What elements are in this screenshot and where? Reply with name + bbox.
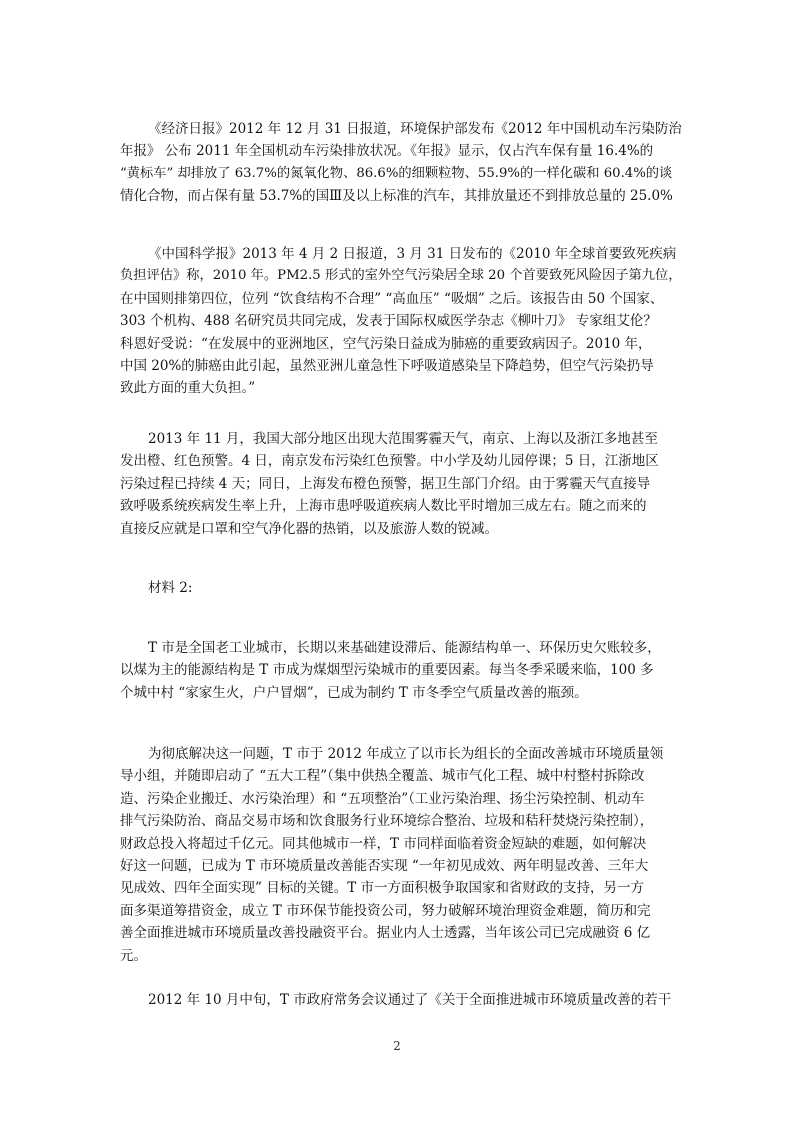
text-line: 个城中村 “家家生火，户户冒烟”，已成为制约 T 市冬季空气质量改善的瓶颈。: [120, 684, 588, 701]
paragraph-government-meeting: [120, 989, 682, 1011]
text-line: 在中国则排第四位，位列 “饮食结构不合理” “高血压” “吸烟” 之后。该报告由 50 个国家、: [120, 290, 664, 307]
text-line: 《中国科学报》2013 年 4 月 2 日报道，3 月 31 日发布的《2010 年全球首要致死疾病: [148, 246, 677, 262]
text-line: 面多渠道筹措资金，成立 T 市环保节能投资公司，努力破解环境治理资金难题，简历和完: [120, 902, 651, 919]
paragraph-t-city-background: [120, 637, 682, 704]
text-line: 导小组，并随即启动了 “五大工程”（集中供热全覆盖、城市气化工程、城中村整村拆除改: [120, 768, 645, 785]
text-line: 2013 年 11 月，我国大部分地区出现大范围雾霾天气，南京、上海以及浙江多地甚至: [148, 431, 658, 447]
text-line: 排气污染防治、商品交易市场和饮食服务行业环境综合整治、垃圾和秸秆焚烧污染控制），: [120, 813, 654, 830]
text-line: 好这一问题，已成为 T 市环境质量改善能否实现 “一年初见成效、两年明显改善、三年大: [120, 858, 649, 875]
text-line: 为彻底解决这一问题，T 市于 2012 年成立了以市长为组长的全面改善城市环境质量领: [148, 746, 664, 762]
text-line: 污染过程已持续 4 天；同日，上海发布橙色预警，据卫生部门介绍。由于雾霾天气直接导: [120, 475, 651, 492]
text-line: T 市是全国老工业城市，长期以来基础建设滞后、能源结构单一、环保历史欠账较多，: [148, 640, 661, 656]
text-line: 直接反应就是口罩和空气净化器的热销，以及旅游人数的锐减。: [120, 520, 498, 537]
section-heading-material-2: [120, 577, 682, 599]
text-line: 见成效、四年全面实现” 目标的关键。T 市一方面积极争取国家和省财政的支持，另一方: [120, 880, 644, 897]
text-line: “黄标车” 却排放了 63.7%的氮氧化物、86.6%的细颗粒物、55.9%的一样化碳和 60.4%的谈: [120, 165, 673, 181]
text-line: 财政总投入将超过千亿元。同其他城市一样，T 市同样面临着资金短缺的难题，如何解决: [120, 835, 647, 852]
paragraph-t-city-measures: [120, 743, 682, 967]
page-number: 2: [393, 1039, 401, 1053]
text-line: 《经济日报》2012 年 12 月 31 日报道，环境保护部发布《2012 年中国机动车污染防治: [148, 121, 682, 137]
paragraph-haze-2013: [120, 428, 682, 540]
text-line: 年报》 公布 2011 年全国机动车污染排放状况。《年报》显示，仅占汽车保有量 16.4%的: [120, 143, 654, 160]
text-line: 以煤为主的能源结构是 T 市成为煤烟型污染城市的重要因素。每当冬季采暖来临，100 多: [120, 662, 654, 679]
text-line: 材料 2:: [148, 580, 193, 596]
text-line: 元。: [120, 947, 147, 964]
text-line: 负担评估》称，2010 年。PM2.5 形式的室外空气污染居全球 20 个首要致死风险因子第九位，: [120, 268, 682, 284]
text-line: 致此方面的重大负担。”: [120, 380, 256, 397]
text-line: 善全面推进城市环境质量改善投融资平台。据业内人士透露，当年该公司已完成融资 6 亿: [120, 925, 651, 942]
paragraph-pm25-report: [120, 243, 682, 400]
text-line: 2012 年 10 月中旬，T 市政府常务会议通过了《关于全面推进城市环境质量改善的若干: [148, 992, 672, 1008]
paragraph-vehicle-pollution: [120, 118, 682, 208]
text-line: 致呼吸系统疾病发生率上升，上海市患呼吸道疾病人数比平时增加三成左右。随之而来的: [120, 498, 647, 515]
text-line: 303 个机构、488 名研究员共同完成，发表于国际权威医学杂志《柳叶刀》 专家组艾伦？: [120, 313, 657, 330]
text-line: 科恩好受说：“在发展中的亚洲地区，空气污染日益成为肺癌的重要致病因子。2010 年，: [120, 335, 652, 352]
text-line: 造、污染企业搬迁、水污染治理）和 “五项整治”（工业污染治理、扬尘污染控制、机动车: [120, 790, 645, 807]
text-line: 中国 20%的肺癌由此引起，虽然亚洲儿童急性下呼吸道感染呈下降趋势，但空气污染扔导: [120, 358, 654, 375]
text-line: 发出橙、红色预警。4 日，南京发布污染红色预警。中小学及幼儿园停课；5 日，江浙地区: [120, 453, 659, 470]
text-line: 情化合物，而占保有量 53.7%的国Ⅲ及以上标准的汽车，其排放量还不到排放总量的 25.0%: [120, 188, 673, 205]
